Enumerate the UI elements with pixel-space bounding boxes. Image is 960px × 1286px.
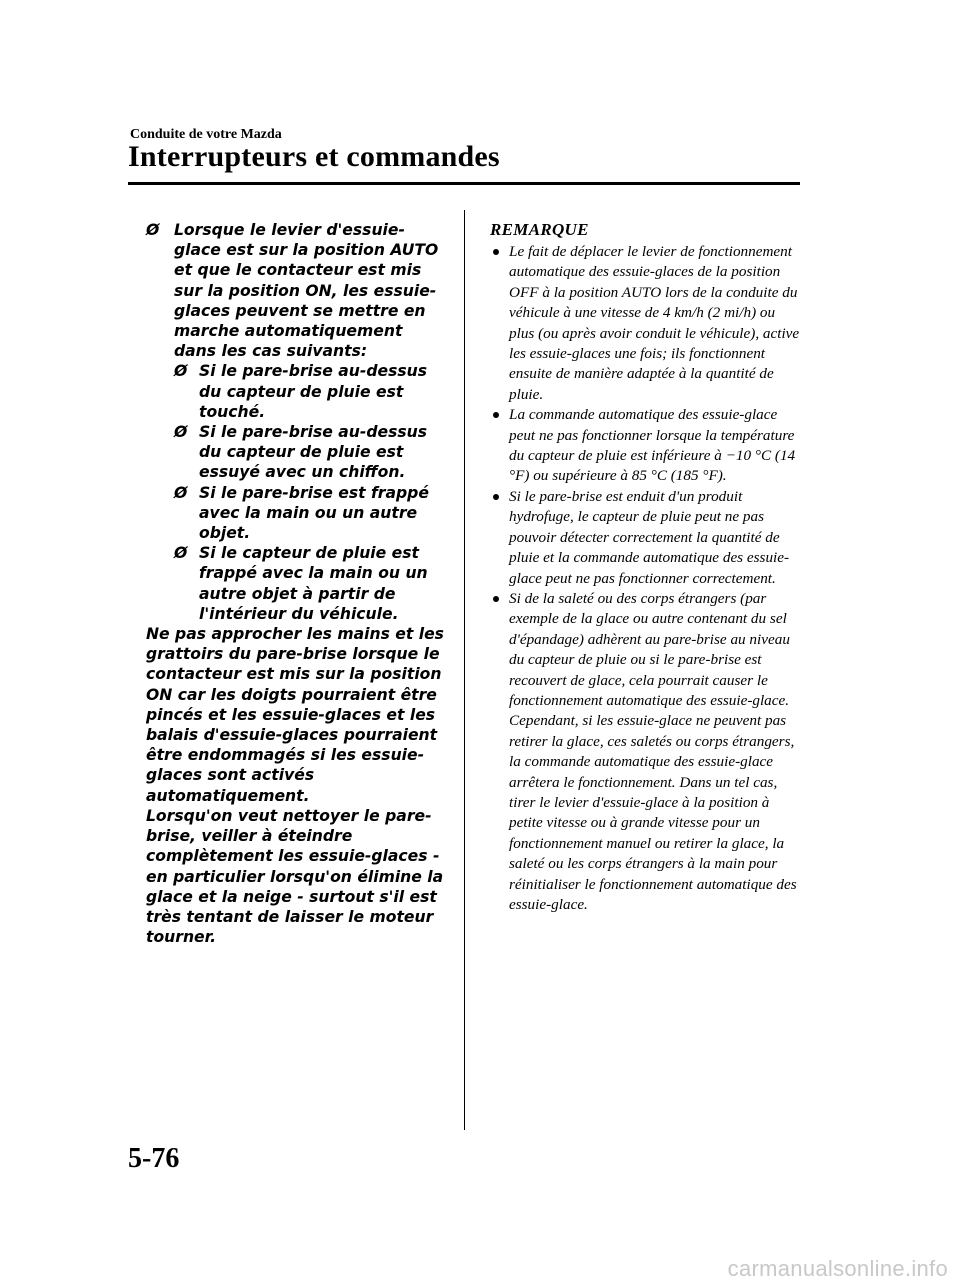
- note-bullet-item: [490, 242, 802, 405]
- warning-case-item: [174, 483, 446, 544]
- warning-intro: Lorsque le levier d'essuie-glace est sur la position AUTO et que le contacteur est mis sur la position ON, les essuie-glaces peuvent se mettre en marche automatiquement dans les cas suivants:: [174, 221, 439, 361]
- bullet-icon: [493, 412, 499, 418]
- bullet-icon: [493, 494, 499, 500]
- note-bullet-text: Si de la saleté ou des corps étrangers (par exemple de la glace ou autre contenant du sel d'épandage) adhèrent au pare-brise au niveau du capteur de pluie ou si le pare-brise est recouvert de glace, cela pourrait causer le fonctionnement automatique des essuie-glace. Cependant, si les essuie-glace ne peuvent pas retirer la glace, ces saletés ou corps étrangers, la commande automatique des essuie-glace arrêtera le fonctionnement. Dans un tel cas, tirer le levier d'essuie-glace à la position à petite vitesse ou à grande vitesse pour un fonctionnement manuel ou retirer la glace, la saleté ou les corps étrangers à la main pour réinitialiser le fonctionnement automatique des essuie-glace.: [509, 589, 797, 913]
- warning-case-text: Si le pare-brise est frappé avec la main ou un autre objet.: [199, 483, 429, 543]
- note-bullet-text: Si le pare-brise est enduit d'un produit hydrofuge, le capteur de pluie peut ne pas pouvoir détecter correctement la quantité de pluie et la commande automatique des essuie-glace peut ne pas fonctionner correctement.: [509, 487, 790, 587]
- bullet-icon: [493, 596, 499, 602]
- warning-intro-item: [146, 220, 446, 361]
- warning-paragraph-cleaning: Lorsqu'on veut nettoyer le pare-brise, veiller à éteindre complètement les essuie-glaces - en particulier lorsqu'on élimine la glace et la neige - surtout s'il est très tentant de laisser le moteur tourner.: [146, 806, 444, 947]
- arrowhead-icon: Ø: [146, 221, 160, 239]
- warning-case-item: [174, 361, 446, 422]
- running-head: Conduite de votre Mazda: [130, 127, 282, 142]
- note-bullet-item: [490, 589, 802, 916]
- warning-cases-list: [174, 361, 446, 624]
- warning-case-item: [174, 543, 446, 624]
- note-heading: REMARQUE: [490, 220, 589, 239]
- note-bullet-text: La commande automatique des essuie-glace peut ne pas fonctionner lorsque la température du capteur de pluie est inférieure à −10 °C (14 °F) ou supérieure à 85 °C (185 °F).: [509, 406, 796, 485]
- warning-case-text: Si le pare-brise au-dessus du capteur de pluie est touché.: [199, 362, 428, 421]
- note-bullet-item: [490, 405, 802, 487]
- arrowhead-icon: Ø: [174, 483, 188, 502]
- note-bullet-text: Le fait de déplacer le levier de fonctionnement automatique des essuie-glaces de la position OFF à la position AUTO lors de la conduite du véhicule à une vitesse de 4 km/h (2 mi/h) ou plus (ou après avoir conduit le véhicule), active les essuie-glaces une fois; ils fonctionnent ensuite de manière adaptée à la quantité de pluie.: [509, 243, 800, 403]
- warning-case-text: Si le capteur de pluie est frappé avec la main ou un autre objet à partir de l'intérieur du véhicule.: [199, 544, 428, 623]
- warning-case-item: [174, 422, 446, 483]
- column-divider: [464, 210, 465, 1130]
- section-title: Interrupteurs et commandes: [128, 140, 500, 173]
- arrowhead-icon: Ø: [174, 544, 188, 563]
- watermark-text: carmanualsonline.info: [727, 1256, 948, 1281]
- bullet-icon: [493, 249, 499, 255]
- warning-case-text: Si le pare-brise au-dessus du capteur de pluie est essuyé avec un chiffon.: [199, 423, 428, 482]
- warning-paragraph-hands: Ne pas approcher les mains et les grattoirs du pare-brise lorsque le contacteur est mis sur la position ON car les doigts pourraient être pincés et les essuie-glaces et les balais d'essuie-glaces pourraient être endommagés si les essuie-glaces sont activés automatiquement.: [146, 625, 444, 805]
- arrowhead-icon: Ø: [174, 423, 188, 442]
- arrowhead-icon: Ø: [174, 362, 188, 381]
- note-bullet-item: [490, 487, 802, 589]
- page-number: 5-76: [128, 1143, 180, 1174]
- warning-column: [146, 220, 446, 947]
- note-column: [490, 220, 802, 915]
- title-rule: [128, 182, 800, 185]
